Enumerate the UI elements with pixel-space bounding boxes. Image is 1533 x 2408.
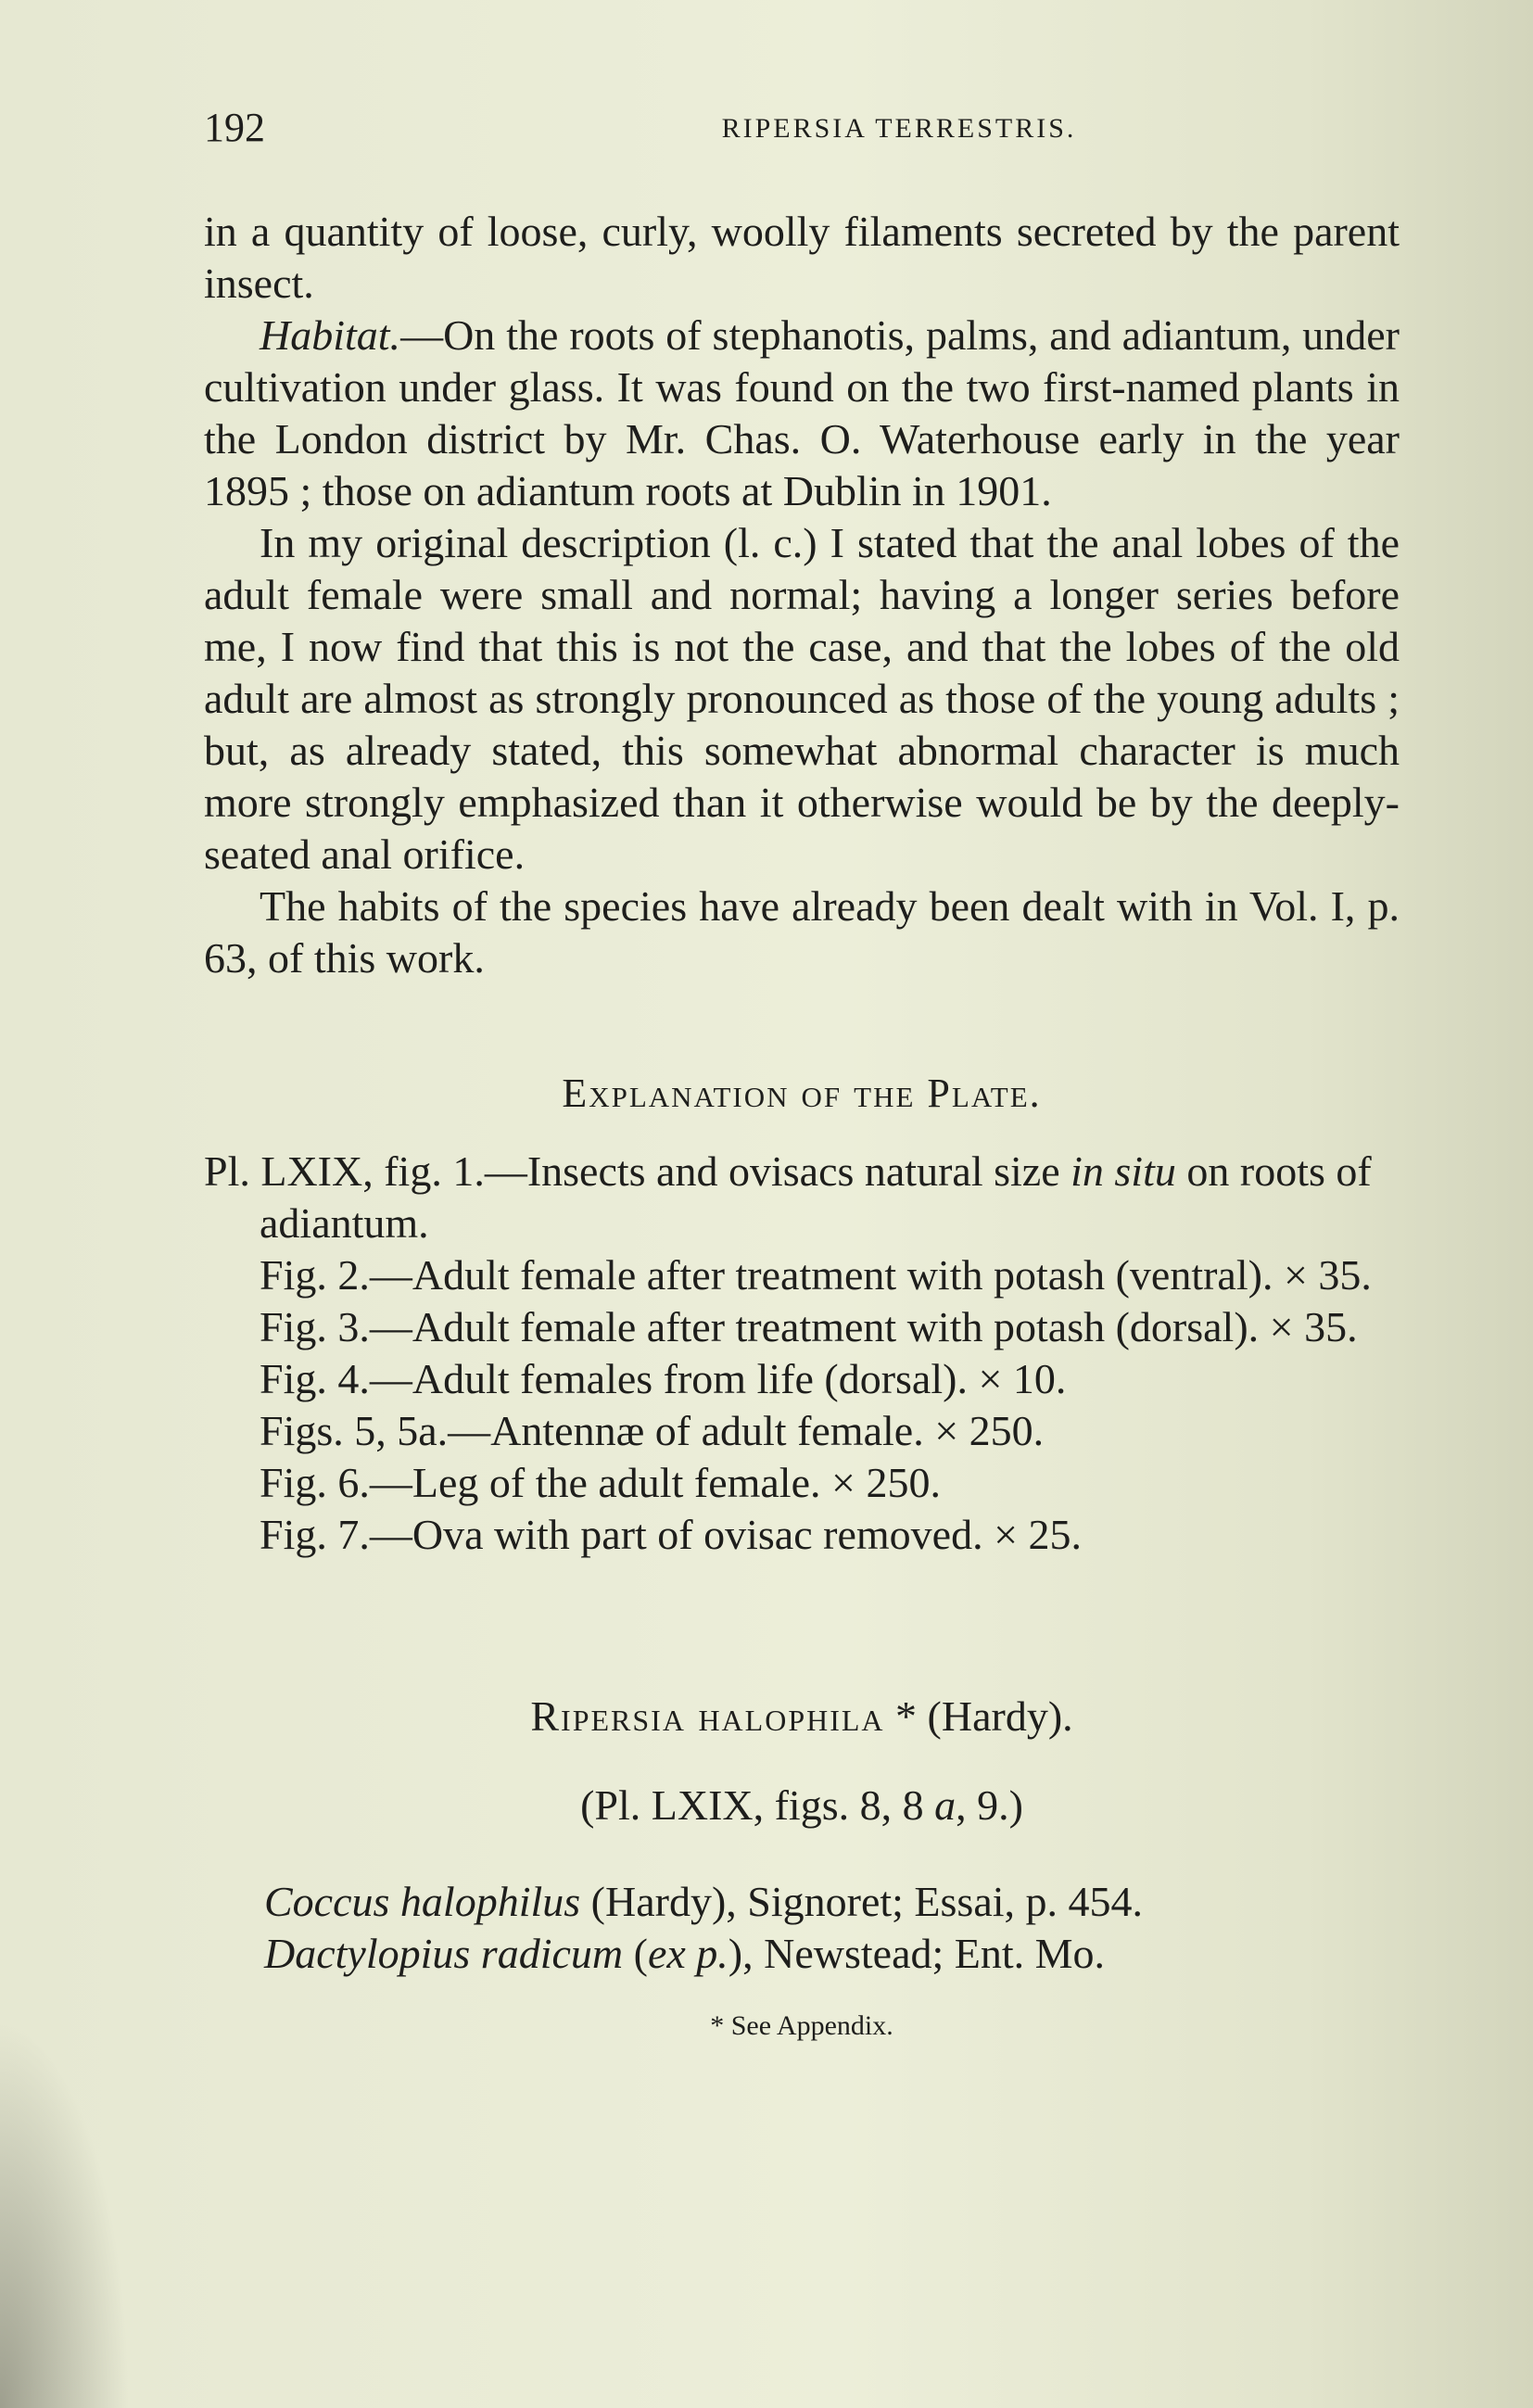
- species-heading: [204, 1691, 1400, 1743]
- plate-explanation-list: [204, 1146, 1400, 1561]
- plate-figure-3: Fig. 3.—Adult female after treatment with potash (dorsal). × 35.: [260, 1303, 1358, 1350]
- page-header: [204, 104, 1400, 159]
- synonym-2-italic: ex p.: [647, 1930, 728, 1977]
- plate-figure-7: Fig. 7.—Ova with part of ovisac removed. × 25.: [260, 1511, 1083, 1558]
- plate-figure-1: [204, 1146, 1400, 1249]
- synonym-2-paren: (: [623, 1930, 648, 1977]
- species-author: (Hardy).: [927, 1692, 1073, 1740]
- paragraph-continuation: in a quantity of loose, curly, woolly filaments secreted by the parent insect.: [204, 208, 1400, 307]
- running-title: RIPERSIA TERRESTRIS.: [721, 113, 1077, 144]
- page-body: [204, 206, 1400, 2045]
- synonym-1-name: Coccus halophilus: [264, 1878, 581, 1925]
- species-name: Ripersia halophila: [530, 1692, 885, 1740]
- synonym-2: [204, 1928, 1400, 1980]
- habitat-label: Habitat.: [260, 311, 401, 359]
- plate-figure-6: Fig. 6.—Leg of the adult female. × 250.: [260, 1459, 941, 1506]
- page-shadow: [0, 2019, 130, 2408]
- footnote-mark: *: [884, 1692, 928, 1740]
- plate-figure-4: Fig. 4.—Adult females from life (dorsal). × 10.: [260, 1355, 1067, 1402]
- synonym-1: [204, 1876, 1400, 1928]
- footnote: * See Appendix.: [710, 2010, 893, 2041]
- synonymy: [204, 1876, 1400, 1980]
- page-number: 192: [204, 105, 265, 150]
- paragraph-habitat: [204, 310, 1400, 517]
- synonym-1-ref: (Hardy), Signoret; Essai, p. 454.: [580, 1878, 1144, 1925]
- plate-ref-end: , 9.): [956, 1781, 1023, 1829]
- plate-explanation-heading: Explanation of the Plate.: [562, 1071, 1042, 1116]
- fig1-text-end: on roots of adiantum.: [260, 1147, 1372, 1247]
- paragraph-description: In my original description (l. c.) I stated that the anal lobes of the adult female were small and normal; having a longer series before me, I now find that this is not the case, and that the lobes of the old adult are almost as strongly pronounced as those of the young adults ; but, as already stated, this somewhat abnormal character is much more strongly emphasized than it otherwise would be by the deeply-seated anal orifice.: [204, 519, 1400, 878]
- plate-ref-start: (Pl. LXIX, figs. 8, 8: [580, 1781, 935, 1829]
- paragraph-habits: The habits of the species have already been dealt with in Vol. I, p. 63, of this work.: [204, 882, 1400, 982]
- habitat-text: —On the roots of stephanotis, palms, and adiantum, under cultivation under glass. It was found on the two first-named plants in the London district by Mr. Chas. O. Waterhouse early in the year 1895 ; those on adiantum roots at Dublin in 1901.: [204, 311, 1400, 514]
- fig1-italic: in situ: [1071, 1147, 1176, 1195]
- plate-ref-italic: a: [934, 1781, 957, 1829]
- plate-figure-2: Fig. 2.—Adult female after treatment with potash (ventral). × 35.: [260, 1251, 1372, 1299]
- species-plate-reference: [204, 1780, 1400, 1831]
- fig1-text: Pl. LXIX, fig. 1.—Insects and ovisacs natural size: [204, 1147, 1071, 1195]
- synonym-2-ref: ), Newstead; Ent. Mo.: [728, 1930, 1106, 1977]
- plate-figure-5: Figs. 5, 5a.—Antennæ of adult female. × 250.: [260, 1407, 1045, 1454]
- synonym-2-name: Dactylopius radicum: [264, 1930, 624, 1977]
